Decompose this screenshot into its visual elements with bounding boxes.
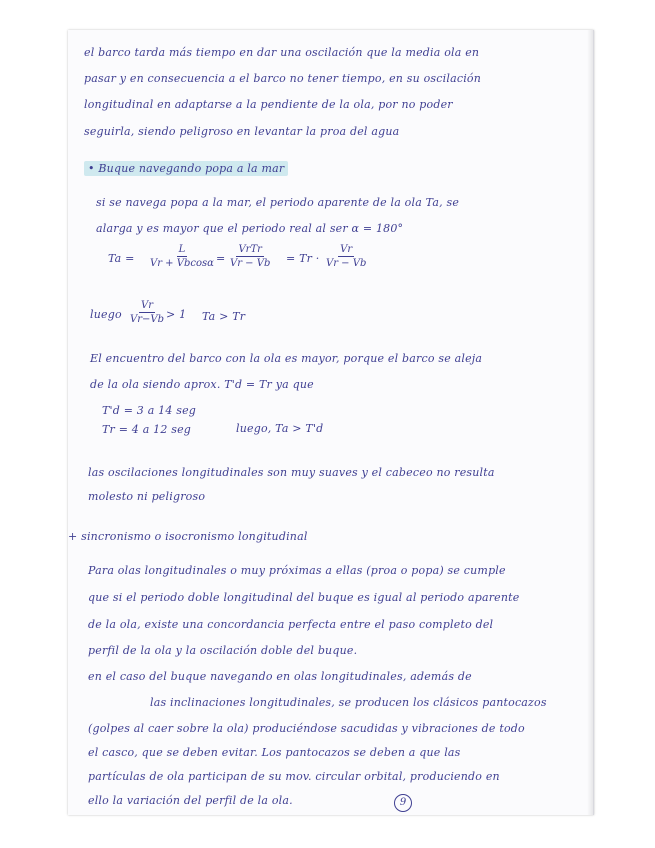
fraction-2-numerator: VrTr (238, 244, 262, 255)
text-line-5: si se navega popa a la mar, el periodo aparente de la ola Ta, se (96, 196, 460, 209)
luego-result: Ta > Tr (202, 310, 246, 323)
text-line-8: de la ola siendo aprox. T'd = Tr ya que (90, 378, 314, 391)
text-line-17: (golpes al caer sobre la ola) produciéndose sacudidas y vibraciones de todo (88, 722, 525, 735)
luego-fraction (130, 300, 164, 325)
text-line-1: el barco tarda más tiempo en dar una oscilación que la media ola en (84, 46, 480, 59)
luego-inequality: > 1 (166, 308, 187, 321)
fraction-1-numerator: L (178, 244, 186, 255)
text-line-19: partículas de ola participan de su mov. circular orbital, produciendo en (88, 770, 500, 783)
luego-fraction-numerator: Vr (141, 300, 154, 311)
text-line-10: molesto ni peligroso (88, 490, 206, 503)
formula-fraction-1 (150, 244, 214, 269)
page-number: 9 (394, 794, 412, 812)
luego-fraction-denominator: Vr−Vb (130, 314, 165, 325)
text-line-6: alarga y es mayor que el periodo real al ser α = 180° (96, 222, 404, 235)
formula-lhs: Ta = (108, 252, 135, 265)
section-heading-sincronismo: + sincronismo o isocronismo longitudinal (68, 530, 308, 543)
text-line-13: de la ola, existe una concordancia perfecta entre el paso completo del (88, 618, 494, 631)
luego-label: luego (90, 308, 122, 321)
value-tr: Tr = 4 a 12 seg (102, 423, 192, 436)
section-heading-popa (84, 162, 288, 175)
fraction-2-denominator: Vr − Vb (230, 258, 271, 269)
text-line-2: pasar y en consecuencia a el barco no tener tiempo, en su oscilación (84, 72, 482, 85)
formula-fraction-3 (326, 244, 366, 269)
text-line-18: el casco, que se deben evitar. Los pantocazos se deben a que las (88, 746, 461, 759)
text-line-14: perfil de la ola y la oscilación doble del buque. (88, 644, 358, 657)
fraction-1-denominator: Vr + Vbcosα (150, 258, 214, 269)
formula-equals-2: = (216, 252, 226, 265)
text-line-12: que si el periodo doble longitudinal del buque es igual al periodo aparente (88, 591, 520, 604)
heading-highlight: • Buque navegando popa a la mar (84, 161, 288, 176)
fraction-3-denominator: Vr − Vb (326, 258, 367, 269)
text-line-15: en el caso del buque navegando en olas longitudinales, además de (88, 670, 472, 683)
fraction-3-numerator: Vr (340, 244, 353, 255)
luego-conclusion: luego, Ta > T'd (236, 422, 324, 435)
text-line-16: las inclinaciones longitudinales, se producen los clásicos pantocazos (150, 696, 547, 709)
text-line-11: Para olas longitudinales o muy próximas a ellas (proa o popa) se cumple (88, 564, 506, 577)
text-line-7: El encuentro del barco con la ola es mayor, porque el barco se aleja (90, 352, 483, 365)
text-line-20: ello la variación del perfil de la ola. (88, 794, 293, 807)
value-td: T'd = 3 a 14 seg (102, 404, 197, 417)
text-line-4: seguirla, siendo peligroso en levantar la proa del agua (84, 125, 400, 138)
formula-fraction-2 (230, 244, 270, 269)
page-edge-shadow (587, 30, 593, 815)
notebook-page (68, 30, 594, 815)
formula-equals-3: = Tr · (286, 252, 320, 265)
text-line-3: longitudinal en adaptarse a la pendiente de la ola, por no poder (84, 98, 453, 111)
text-line-9: las oscilaciones longitudinales son muy suaves y el cabeceo no resulta (88, 466, 495, 479)
